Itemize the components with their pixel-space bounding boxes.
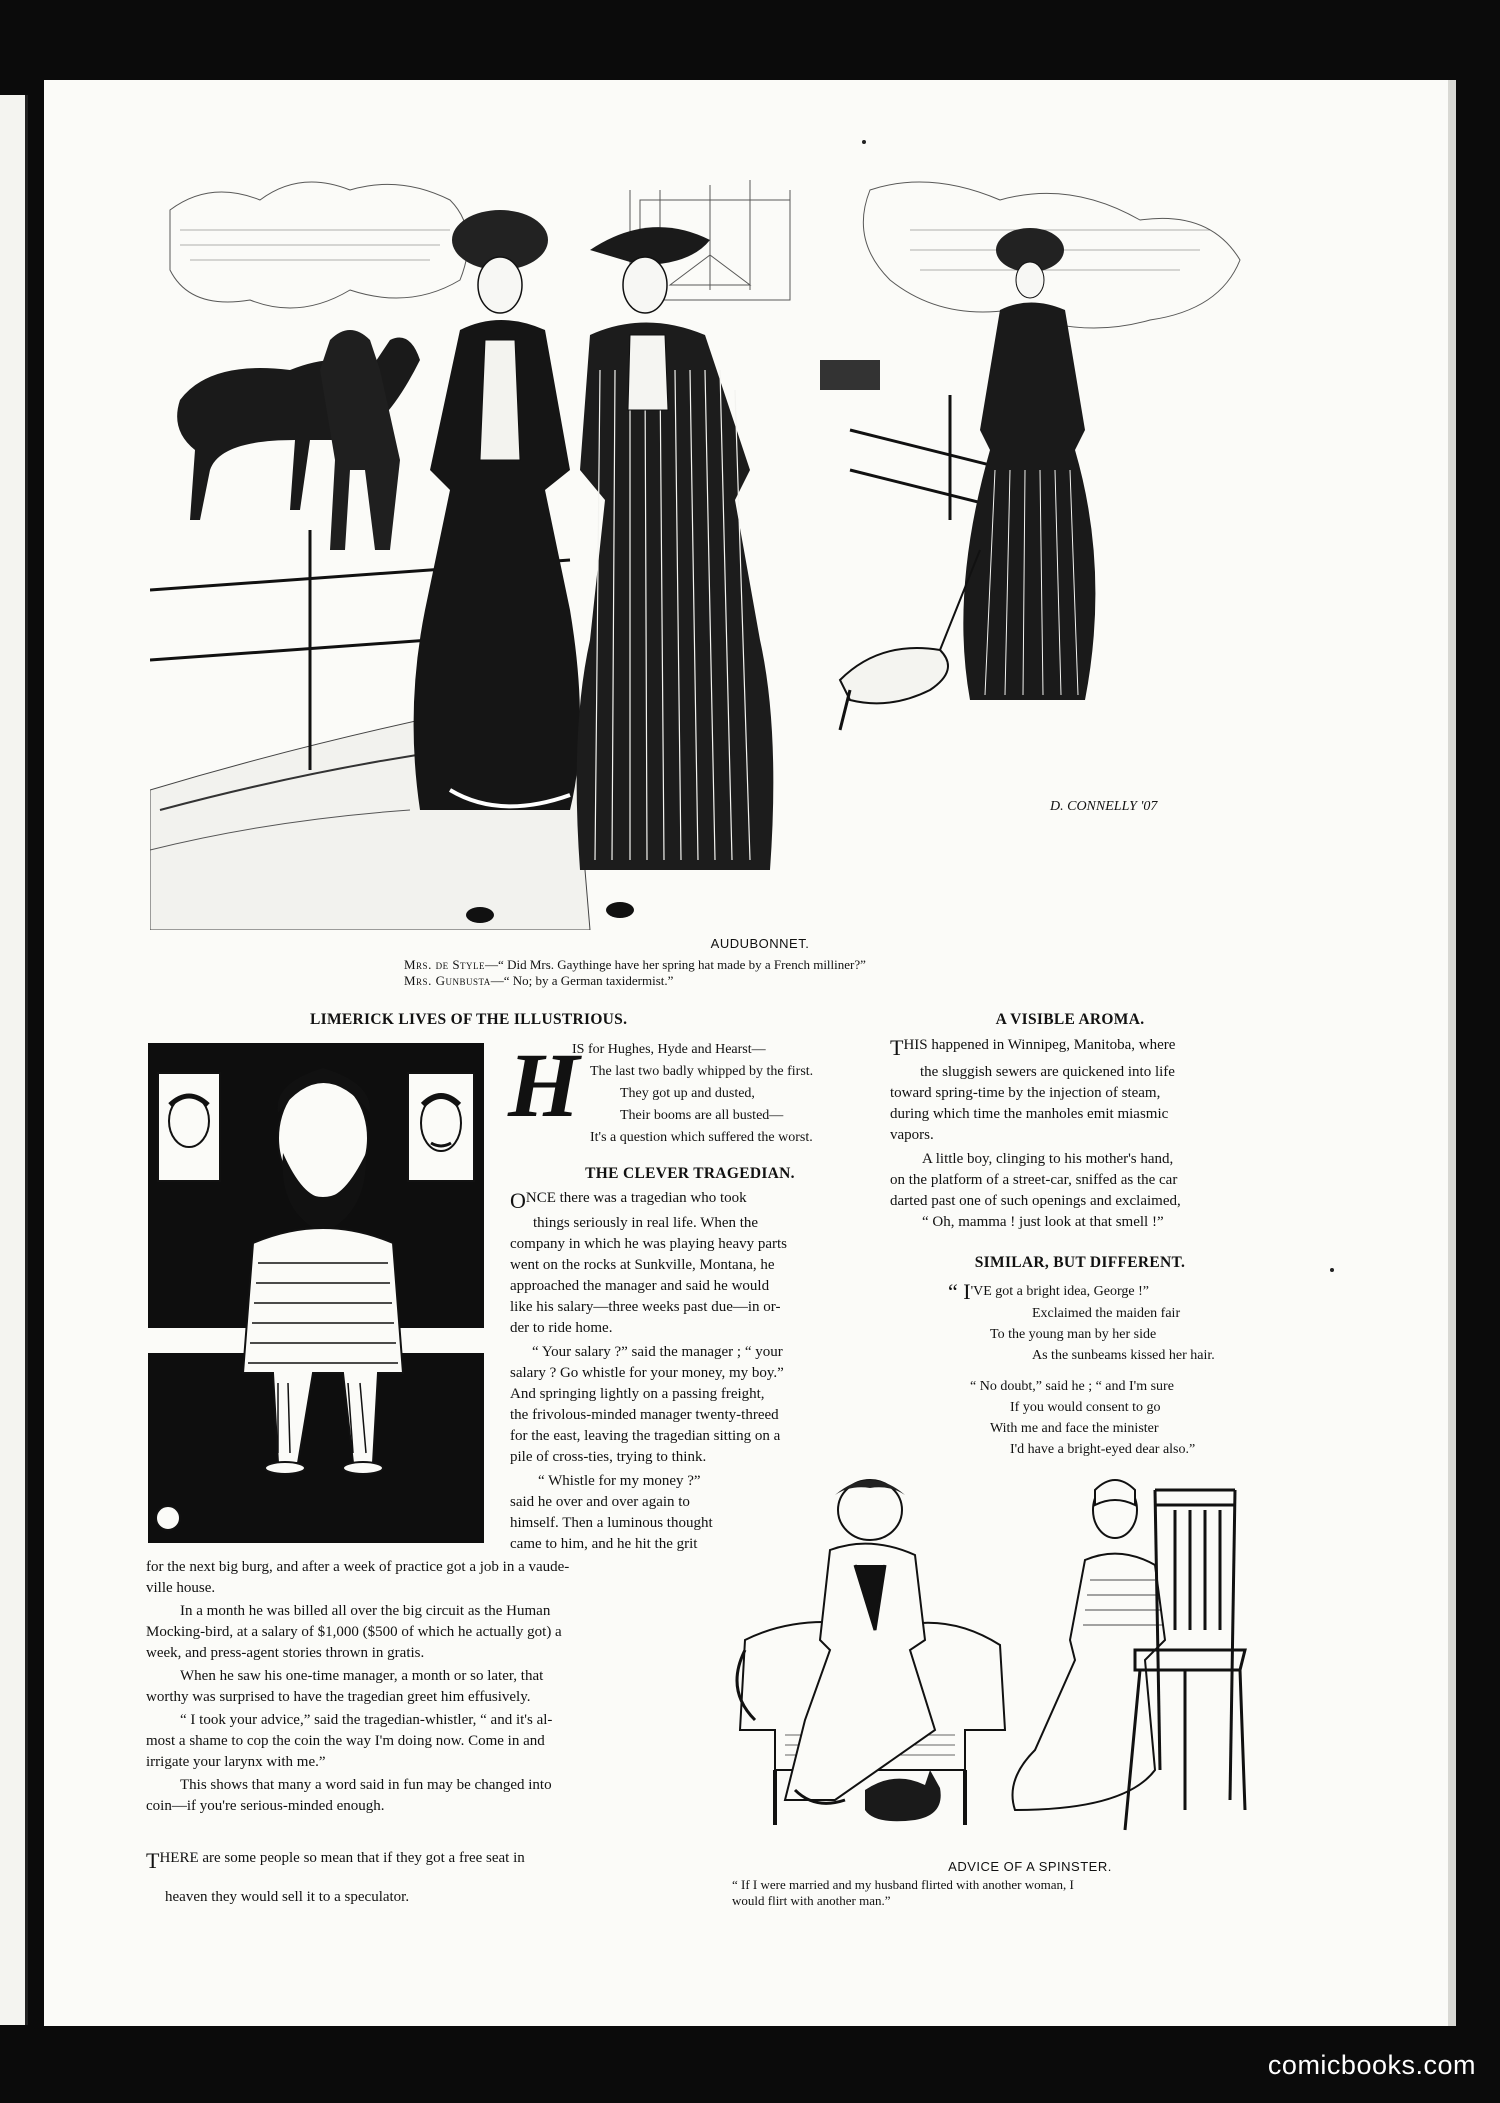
aroma-line: the sluggish sewers are quickened into life	[920, 1064, 1175, 1080]
tragedian-p5-line: worthy was surprised to have the tragedian greet him effusively.	[146, 1689, 531, 1705]
caricature-portrait	[148, 1043, 484, 1543]
aroma-p2-line: on the platform of a street-car, sniffed as the car	[890, 1172, 1178, 1188]
tragedian-p1-line: things seriously in real life. When the	[533, 1215, 759, 1231]
tragedian-p4-line: week, and press-agent stories thrown in gratis.	[146, 1645, 425, 1661]
similar-open: “ I	[948, 1279, 971, 1304]
similar-heading: SIMILAR, BUT DIFFERENT.	[974, 1254, 1186, 1271]
audubonnet-cartoon	[150, 170, 1270, 930]
tragedian-p4-line: Mocking-bird, at a salary of $1,000 ($500 of which he actually got) a	[146, 1624, 562, 1640]
tragedian-p3-line: “ Whistle for my money ?”	[538, 1473, 701, 1489]
spinster-caption-title: ADVICE OF A SPINSTER.	[948, 1859, 1112, 1874]
page-speck	[862, 140, 866, 144]
aroma-line: during which time the manholes emit miasmic	[890, 1106, 1169, 1122]
tragedian-p1-line: der to ride home.	[510, 1320, 613, 1336]
similar-line: Exclaimed the maiden fair	[1032, 1306, 1181, 1321]
mean-people-line-2: heaven they would sell it to a speculator.	[165, 1889, 410, 1905]
tragedian-p5-line: When he saw his one-time manager, a month or so later, that	[180, 1668, 544, 1684]
tragedian-p6-line: “ I took your advice,” said the tragedian-whistler, “ and it's al-	[180, 1712, 553, 1728]
tragedian-p3-wide-line: ville house.	[146, 1580, 216, 1596]
similar-line: As the sunbeams kissed her hair.	[1032, 1348, 1215, 1363]
tragedian-p1-first	[510, 1188, 747, 1214]
aroma-heading: A VISIBLE AROMA.	[995, 1011, 1145, 1028]
tragedian-p1-line: like his salary—three weeks past due—in or-	[510, 1299, 781, 1315]
tragedian-p6-line: irrigate your larynx with me.”	[146, 1754, 326, 1770]
mean-people-cap: T	[146, 1848, 160, 1873]
aroma-cap: T	[890, 1035, 904, 1060]
aroma-line: vapors.	[890, 1127, 934, 1143]
tragedian-p2-line: salary ? Go whistle for your money, my boy.”	[510, 1365, 784, 1381]
limerick-line-3: They got up and dusted,	[620, 1086, 755, 1101]
similar-first: 'VE got a bright idea, George !”	[970, 1284, 1149, 1299]
spinster-caption-line-2: would flirt with another man.”	[732, 1893, 891, 1908]
tragedian-p7-line: This shows that many a word said in fun may be changed into	[180, 1777, 552, 1793]
caption-speaker-2: Mrs. Gunbusta	[404, 973, 491, 988]
aroma-first-line	[890, 1035, 1176, 1061]
cartoon-caption-line-1	[404, 957, 866, 973]
cartoon-caption-line-2	[404, 973, 673, 989]
similar-stanza2-line: “ No doubt,” said he ; “ and I'm sure	[970, 1379, 1174, 1394]
mean-people-line-1	[146, 1848, 525, 1874]
tragedian-p1-line: approached the manager and said he would	[510, 1278, 770, 1294]
tragedian-p4-line: In a month he was billed all over the big circuit as the Human	[180, 1603, 551, 1619]
limerick-heading: LIMERICK LIVES OF THE ILLUSTRIOUS.	[310, 1011, 628, 1028]
page-speck	[1330, 1268, 1334, 1272]
tragedian-p3-line: came to him, and he hit the grit	[510, 1536, 698, 1552]
cartoon-signature: D. CONNELLY '07	[1050, 799, 1158, 814]
site-brand-watermark: comicbooks.com	[1267, 2050, 1476, 2080]
tragedian-p2-line: pile of cross-ties, trying to think.	[510, 1449, 707, 1465]
aroma-p2-line: darted past one of such openings and exclaimed,	[890, 1193, 1181, 1209]
tragedian-p1-first-text: NCE there was a tragedian who took	[525, 1190, 747, 1206]
limerick-dropcap: H	[508, 1034, 580, 1136]
similar-stanza2-line: I'd have a bright-eyed dear also.”	[1010, 1442, 1196, 1457]
limerick-line-1: IS for Hughes, Hyde and Hearst—	[572, 1042, 766, 1057]
tragedian-p2-line: “ Your salary ?” said the manager ; “ your	[532, 1344, 783, 1360]
tragedian-p2-line: the frivolous-minded manager twenty-threed	[510, 1407, 779, 1423]
spinster-caption-line-1: “ If I were married and my husband flirted with another woman, I	[732, 1877, 1074, 1892]
spinster-cartoon	[715, 1470, 1285, 1860]
tragedian-p3-line: said he over and over again to	[510, 1494, 690, 1510]
caption-text-1: —“ Did Mrs. Gaythinge have her spring hat made by a French milliner?”	[485, 957, 866, 972]
aroma-line: toward spring-time by the injection of steam,	[890, 1085, 1161, 1101]
tragedian-p1-line: company in which he was playing heavy parts	[510, 1236, 788, 1252]
aroma-p2-line: A little boy, clinging to his mother's hand,	[922, 1151, 1174, 1167]
previous-page-edge	[0, 95, 28, 2025]
tragedian-p2-line: And springing lightly on a passing freight,	[510, 1386, 765, 1402]
limerick-line-4: Their booms are all busted—	[620, 1108, 784, 1123]
tragedian-p1-line: went on the rocks at Sunkville, Montana, he	[510, 1257, 775, 1273]
mean-people-first: HERE are some people so mean that if they got a free seat in	[159, 1850, 525, 1866]
similar-stanza2-line: With me and face the minister	[990, 1421, 1159, 1436]
tragedian-p3-line: himself. Then a luminous thought	[510, 1515, 713, 1531]
tragedian-p2-line: for the east, leaving the tragedian sitting on a	[510, 1428, 781, 1444]
aroma-first: HIS happened in Winnipeg, Manitoba, where	[903, 1037, 1176, 1053]
tragedian-p7-line: coin—if you're serious-minded enough.	[146, 1798, 385, 1814]
caption-speaker-1: Mrs. de Style	[404, 957, 486, 972]
caption-text-2: —“ No; by a German taxidermist.”	[490, 973, 674, 988]
cartoon-caption-title: AUDUBONNET.	[710, 936, 810, 951]
similar-first-line	[948, 1279, 1149, 1306]
tragedian-heading: THE CLEVER TRAGEDIAN.	[585, 1165, 795, 1182]
tragedian-cap: O	[510, 1188, 526, 1213]
limerick-line-5: It's a question which suffered the worst.	[590, 1130, 813, 1145]
limerick-line-2: The last two badly whipped by the first.	[590, 1064, 814, 1079]
similar-line: To the young man by her side	[990, 1327, 1157, 1342]
tragedian-p6-line: most a shame to cop the coin the way I'm doing now. Come in and	[146, 1733, 545, 1749]
aroma-p2-line: “ Oh, mamma ! just look at that smell !”	[922, 1214, 1164, 1230]
similar-stanza2-line: If you would consent to go	[1010, 1400, 1161, 1415]
tragedian-p3-wide-line: for the next big burg, and after a week of practice got a job in a vaude-	[146, 1559, 570, 1575]
